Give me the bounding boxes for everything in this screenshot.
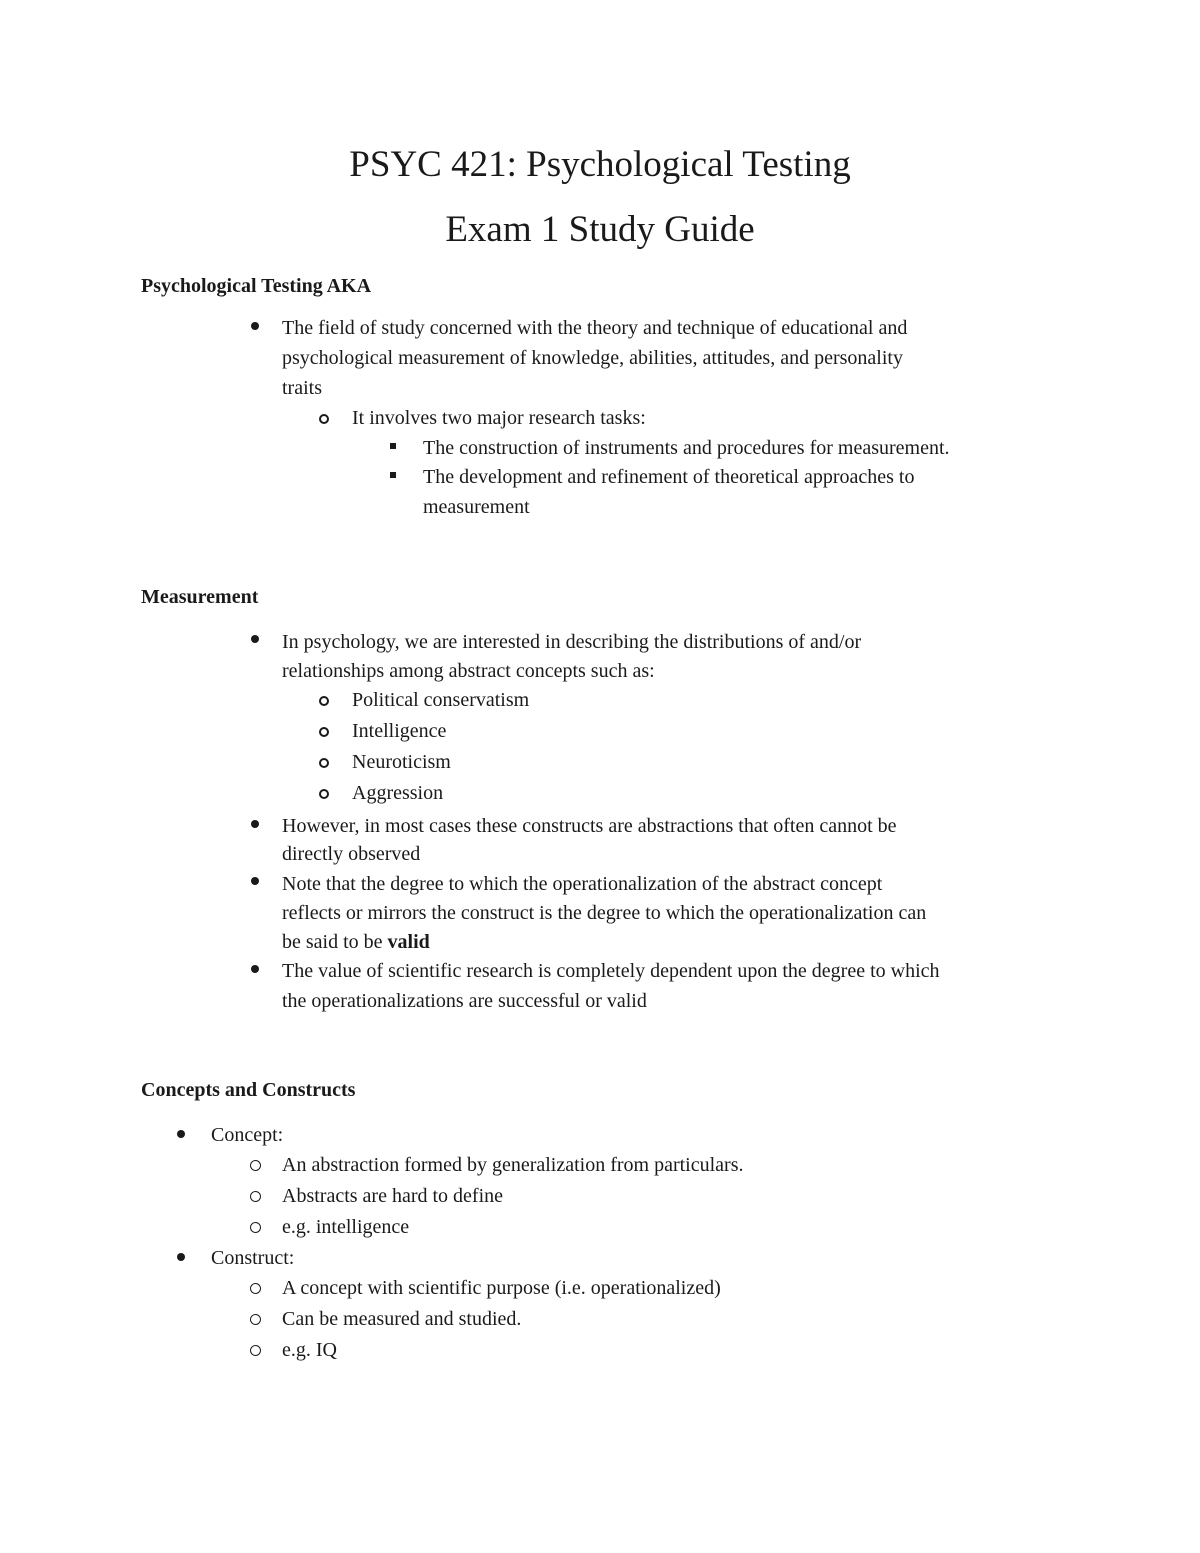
list-item-text: The development and refinement of theoretical approaches to [423, 466, 915, 488]
list-item-text: Aggression [352, 782, 444, 804]
bullet-square-icon [390, 472, 396, 478]
list-item-text: psychological measurement of knowledge, abilities, attitudes, and personality [282, 347, 903, 369]
bullet-disc-icon [251, 820, 259, 828]
list-item-text: Political conservatism [352, 689, 530, 711]
bullet-ring-icon [250, 1314, 261, 1325]
list-item-text: directly observed [282, 843, 421, 865]
bullet-disc-icon [177, 1253, 185, 1261]
list-item-text: Concept: [211, 1124, 284, 1146]
list-item-text: Abstracts are hard to define [282, 1185, 504, 1207]
list-item-text: Note that the degree to which the operationalization of the abstract concept [282, 873, 883, 895]
list-item-text: measurement [423, 496, 530, 518]
bullet-ring-icon [319, 758, 329, 768]
bullet-ring-icon [250, 1345, 261, 1356]
bullet-disc-icon [251, 877, 259, 885]
list-item-text: Construct: [211, 1247, 295, 1269]
document-subtitle: Exam 1 Study Guide [445, 209, 755, 250]
bullet-ring-icon [319, 727, 329, 737]
list-item-text: reflects or mirrors the construct is the degree to which the operationalization can [282, 902, 927, 924]
list-item-text: The construction of instruments and procedures for measurement. [423, 437, 950, 459]
list-item-text-part: be said to be [282, 931, 388, 953]
bullet-disc-icon [251, 635, 259, 643]
bullet-ring-icon [319, 414, 329, 424]
document-title: PSYC 421: Psychological Testing [349, 144, 851, 185]
list-item-text: Neuroticism [352, 751, 451, 773]
list-item-text: the operationalizations are successful or valid [282, 990, 647, 1012]
list-item-text: traits [282, 377, 322, 399]
bullet-ring-icon [250, 1191, 261, 1202]
emphasis-valid: valid [387, 931, 430, 953]
list-item-text: relationships among abstract concepts such as: [282, 660, 655, 682]
bullet-ring-icon [250, 1160, 261, 1171]
bullet-ring-icon [319, 789, 329, 799]
list-item-text: In psychology, we are interested in describing the distributions of and/or [282, 631, 862, 653]
bullet-disc-icon [177, 1130, 185, 1138]
list-item-text: Can be measured and studied. [282, 1308, 522, 1330]
list-item-text: The value of scientific research is completely dependent upon the degree to which [282, 960, 940, 982]
bullet-ring-icon [250, 1283, 261, 1294]
section-heading-concepts-constructs: Concepts and Constructs [141, 1079, 356, 1101]
list-item-text: Intelligence [352, 720, 447, 742]
list-item-text: An abstraction formed by generalization from particulars. [282, 1154, 744, 1176]
list-item-text: The field of study concerned with the theory and technique of educational and [282, 317, 908, 339]
bullet-ring-icon [319, 696, 329, 706]
bullet-disc-icon [251, 965, 259, 973]
section-heading-psychological-testing: Psychological Testing AKA [141, 275, 372, 297]
list-item-text: It involves two major research tasks: [352, 407, 646, 429]
list-item-text: e.g. IQ [282, 1339, 337, 1361]
list-item-text: However, in most cases these constructs are abstractions that often cannot be [282, 815, 897, 837]
section-heading-measurement: Measurement [141, 586, 259, 608]
list-item-text: e.g. intelligence [282, 1216, 410, 1238]
list-item-text: A concept with scientific purpose (i.e. operationalized) [282, 1277, 721, 1299]
bullet-disc-icon [251, 322, 259, 330]
bullet-ring-icon [250, 1222, 261, 1233]
list-item-text [282, 929, 430, 955]
bullet-square-icon [390, 443, 396, 449]
